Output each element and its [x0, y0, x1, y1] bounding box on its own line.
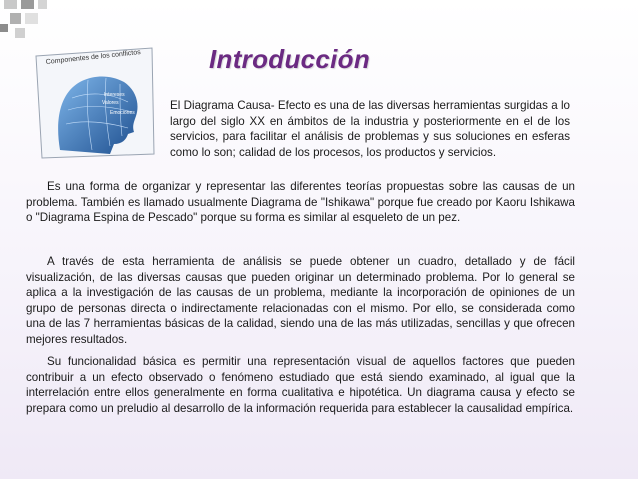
- decor-square: [4, 0, 17, 9]
- decor-square: [25, 13, 38, 24]
- decor-square: [0, 24, 8, 32]
- image-label: Valores: [102, 100, 119, 106]
- body-paragraph: Es una forma de organizar y representar las diferentes teorías propuestas sobre las causas de un problema. También es llamado usualmente Diagrama de "Ishikawa" porque fue creado por Kaoru Ishikawa o "Diagrama Espina de Pescado" porque su forma es similar al esqueleto de un pez.: [26, 180, 575, 225]
- image-caption: Componentes de los conflictos: [45, 49, 142, 66]
- intro-paragraph: El Diagrama Causa- Efecto es una de las diversas herramientas surgidas a lo largo del siglo XX en ámbitos de la industria y posteriormente en el de los servicios, para facilitar el análisis de problemas y sus soluciones en esferas como lo son; calidad de los procesos, los productos y servicios.: [170, 99, 570, 159]
- image-label: Emociones: [110, 110, 135, 116]
- brain-head-image: [32, 46, 156, 160]
- image-label: Intereses: [104, 92, 125, 98]
- page-title: Introducción: [209, 44, 371, 74]
- decor-square: [10, 13, 21, 24]
- body-paragraph: A través de esta herramienta de análisis se puede obtener un cuadro, detallado y de fácil visualización, de las diversas causas que pueden originar un determinado problema. Por lo general se aplica a la investigación de las causas de un problema, mediante la incorporación de opiniones de un grupo de personas directa o indirectamente relacionadas con el mismo. Por ello, se considerada como una de las 7 herramientas básicas de la calidad, siendo una de las más utilizadas, sencillas y que ofrecen mejores resultados.: [26, 255, 575, 346]
- body-paragraph: Su funcionalidad básica es permitir una representación visual de aquellos factores que pueden contribuir a un efecto observado o fenómeno estudiado que está siendo examinado, al igual que la interrelación entre ellos generalmente en forma cualitativa e hipotética. Un diagrama causa y efecto se prepara como un preludio al desarrollo de la información requerida para establecer la causalidad empírica.: [26, 355, 575, 415]
- decor-square: [21, 0, 34, 9]
- decor-square: [15, 28, 25, 38]
- decor-square: [38, 0, 47, 9]
